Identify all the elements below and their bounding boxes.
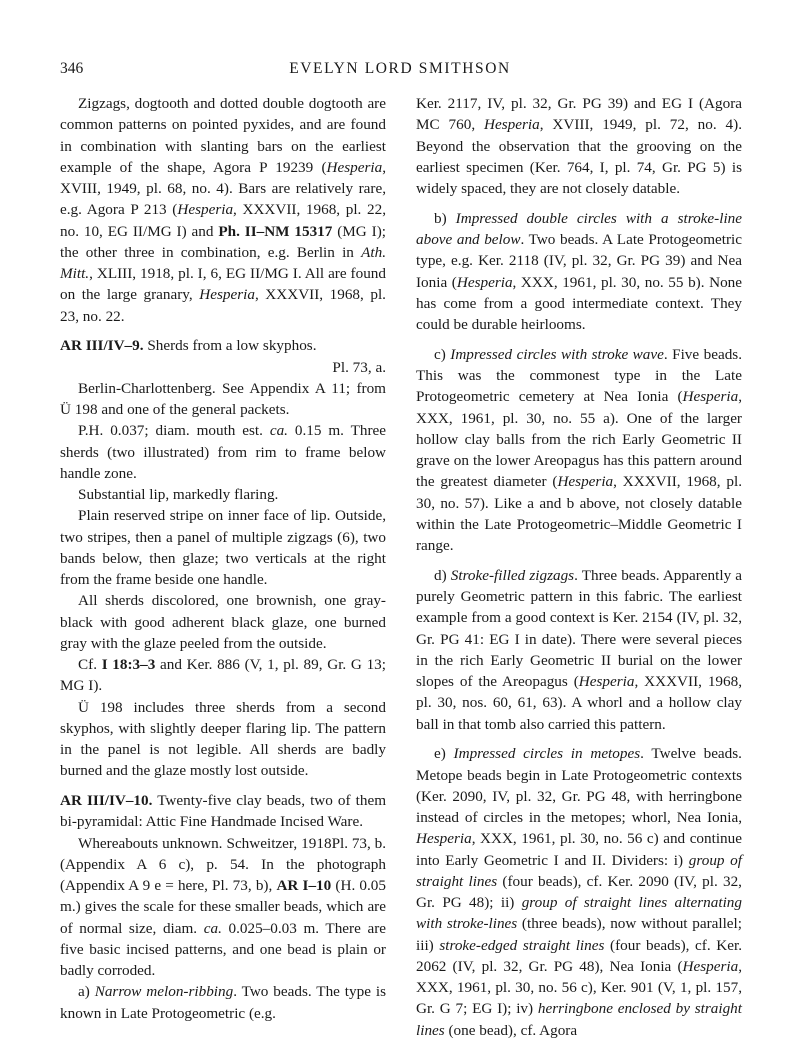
left-column-paragraph: All sherds discolored, one brownish, one gray-black with good adherent black glaze, one burned gray with the glaze peeled from the outside. — [60, 592, 386, 652]
right-column-paragraph: d) Stroke-filled zigzags. Three beads. Apparently a purely Geometric pattern in this fabric. The earliest example from a good context is Ker. 2154 (IV, pl. 32, Gr. PG 41: EG I in date). There were several pieces in the rich Early Geometric II burial on the lower slopes of the Areopagus (Hesperia, XXXVII, 1968, pl. 30, nos. 60, 61, 63). A whorl and a hollow clay ball in that tomb also carried this pattern. — [416, 566, 742, 733]
right-column — [416, 93, 742, 1041]
left-column-paragraph: AR III/IV–9. Sherds from a low skyphos. — [60, 337, 317, 355]
left-column-paragraph: Ü 198 includes three sherds from a second skyphos, with slightly deeper flaring lip. The pattern in the panel is not legible. All sherds are badly burned and the glaze mostly lost outside. — [60, 698, 386, 780]
left-column-paragraph: Plain reserved stripe on inner face of lip. Outside, two stripes, then a panel of multiple zigzags (6), two bands below, then glaze; two verticals at the right from the frame beside one handle. — [60, 507, 386, 588]
running-head-author: EVELYN LORD SMITHSON — [289, 60, 511, 77]
left-column-paragraph: Pl. 73, a. — [332, 358, 386, 376]
left-column-paragraph: Zigzags, dogtooth and dotted double dogtooth are common patterns on pointed pyxides, and are found in combination with slanting bars on the earliest example of the shape, Agora P 19239 (Hesperia, XVIII, 1949, pl. 68, no. 4). Bars are relatively rare, e.g. Agora P 213 (Hesperia, XXXVII, 1968, pl. 22, no. 10, EG II/MG I) and Ph. II–NM 15317 (MG I); the other three in combination, e.g. Berlin in Ath. Mitt., XLIII, 1918, pl. I, 6, EG II/MG I. All are found on the large granary, Hesperia, XXXVII, 1968, pl. 23, no. 22. — [60, 95, 386, 325]
right-column-paragraph: b) Impressed double circles with a stroke-line above and below. Two beads. A Late Protogeometric type, e.g. Ker. 2118 (IV, pl. 32, Gr. PG 39) and Nea Ionia (Hesperia, XXX, 1961, pl. 30, no. 55 b). None has come from a good intermediate context. They could be durable heirlooms. — [416, 209, 743, 333]
left-column-paragraph: Cf. I 18:3–3 and Ker. 886 (V, 1, pl. 89, Gr. G 13; MG I). — [60, 656, 386, 695]
right-column-paragraph: Ker. 2117, IV, pl. 32, Gr. PG 39) and EG I (Agora MC 760, Hesperia, XVIII, 1949, pl. 72, no. 4). Beyond the observation that the grooving on the earliest specimen (Ker. 764, I, pl. 74, Gr. PG 5) is widely spaced, they are not closely datable. — [416, 95, 742, 197]
left-column-paragraph: Berlin-Charlottenberg. See Appendix A 11; from Ü 198 and one of the general packets. — [60, 379, 386, 418]
right-column-paragraph: c) Impressed circles with stroke wave. Five beads. This was the commonest type in the Late Protogeometric cemetery at Nea Ionia (Hesperia, XXX, 1961, pl. 30, no. 55 a). One of the larger hollow clay balls from the rich Early Geometric II grave on the lower Areopagus has this pattern around the greatest diameter (Hesperia, XXXVII, 1968, pl. 30, no. 57). Like a and b above, not closely datable within the Late Protogeometric–Middle Geometric I range. — [416, 345, 742, 554]
left-column-paragraph: a) Narrow melon-ribbing. Two beads. The type is known in Late Protogeometric (e.g. — [60, 983, 386, 1022]
left-column-paragraph: P.H. 0.037; diam. mouth est. ca. 0.15 m. Three sherds (two illustrated) from rim to frame below handle zone. — [60, 422, 386, 482]
left-column-paragraph: AR III/IV–10. Twenty-five clay beads, two of them bi-pyramidal: Attic Fine Handmade Incised Ware. Pl. 73, b. — [60, 792, 387, 852]
left-column — [60, 93, 386, 1024]
left-column-paragraph: Whereabouts unknown. Schweitzer, 1918 (Appendix A 6 c), p. 54. In the photograph (Appendix A 9 e = here, Pl. 73, b), AR I–10 (H. 0.05 m.) gives the scale for these smaller beads, which are of normal size, diam. ca. 0.025–0.03 m. There are five basic incised patterns, and one bead is plain or badly corroded. — [60, 834, 386, 979]
left-column-paragraph: Substantial lip, markedly flaring. — [78, 486, 279, 503]
running-header — [60, 60, 740, 82]
right-column-paragraph: e) Impressed circles in metopes. Twelve beads. Metope beads begin in Late Protogeometric contexts (Ker. 2090, IV, pl. 32, Gr. PG 48, with herringbone instead of circles in the metopes; whorl, Nea Ionia, Hesperia, XXX, 1961, pl. 30, no. 56 c) and continue into Early Geometric I and II. Dividers: i) group of straight lines (four beads), cf. Ker. 2090 (IV, pl. 32, Gr. PG 48); ii) group of straight lines alternating with stroke-lines (three beads), now without parallel; iii) stroke-edged straight lines (four beads), cf. Ker. 2062 (IV, pl. 32, Gr. PG 48), Nea Ionia (Hesperia, XXX, 1961, pl. 30, no. 56 c), Ker. 901 (V, 1, pl. 157, Gr. G 7; EG I); iv) herringbone enclosed by straight lines (one bead), cf. Agora — [416, 745, 742, 1039]
page-number: 346 — [60, 60, 84, 77]
